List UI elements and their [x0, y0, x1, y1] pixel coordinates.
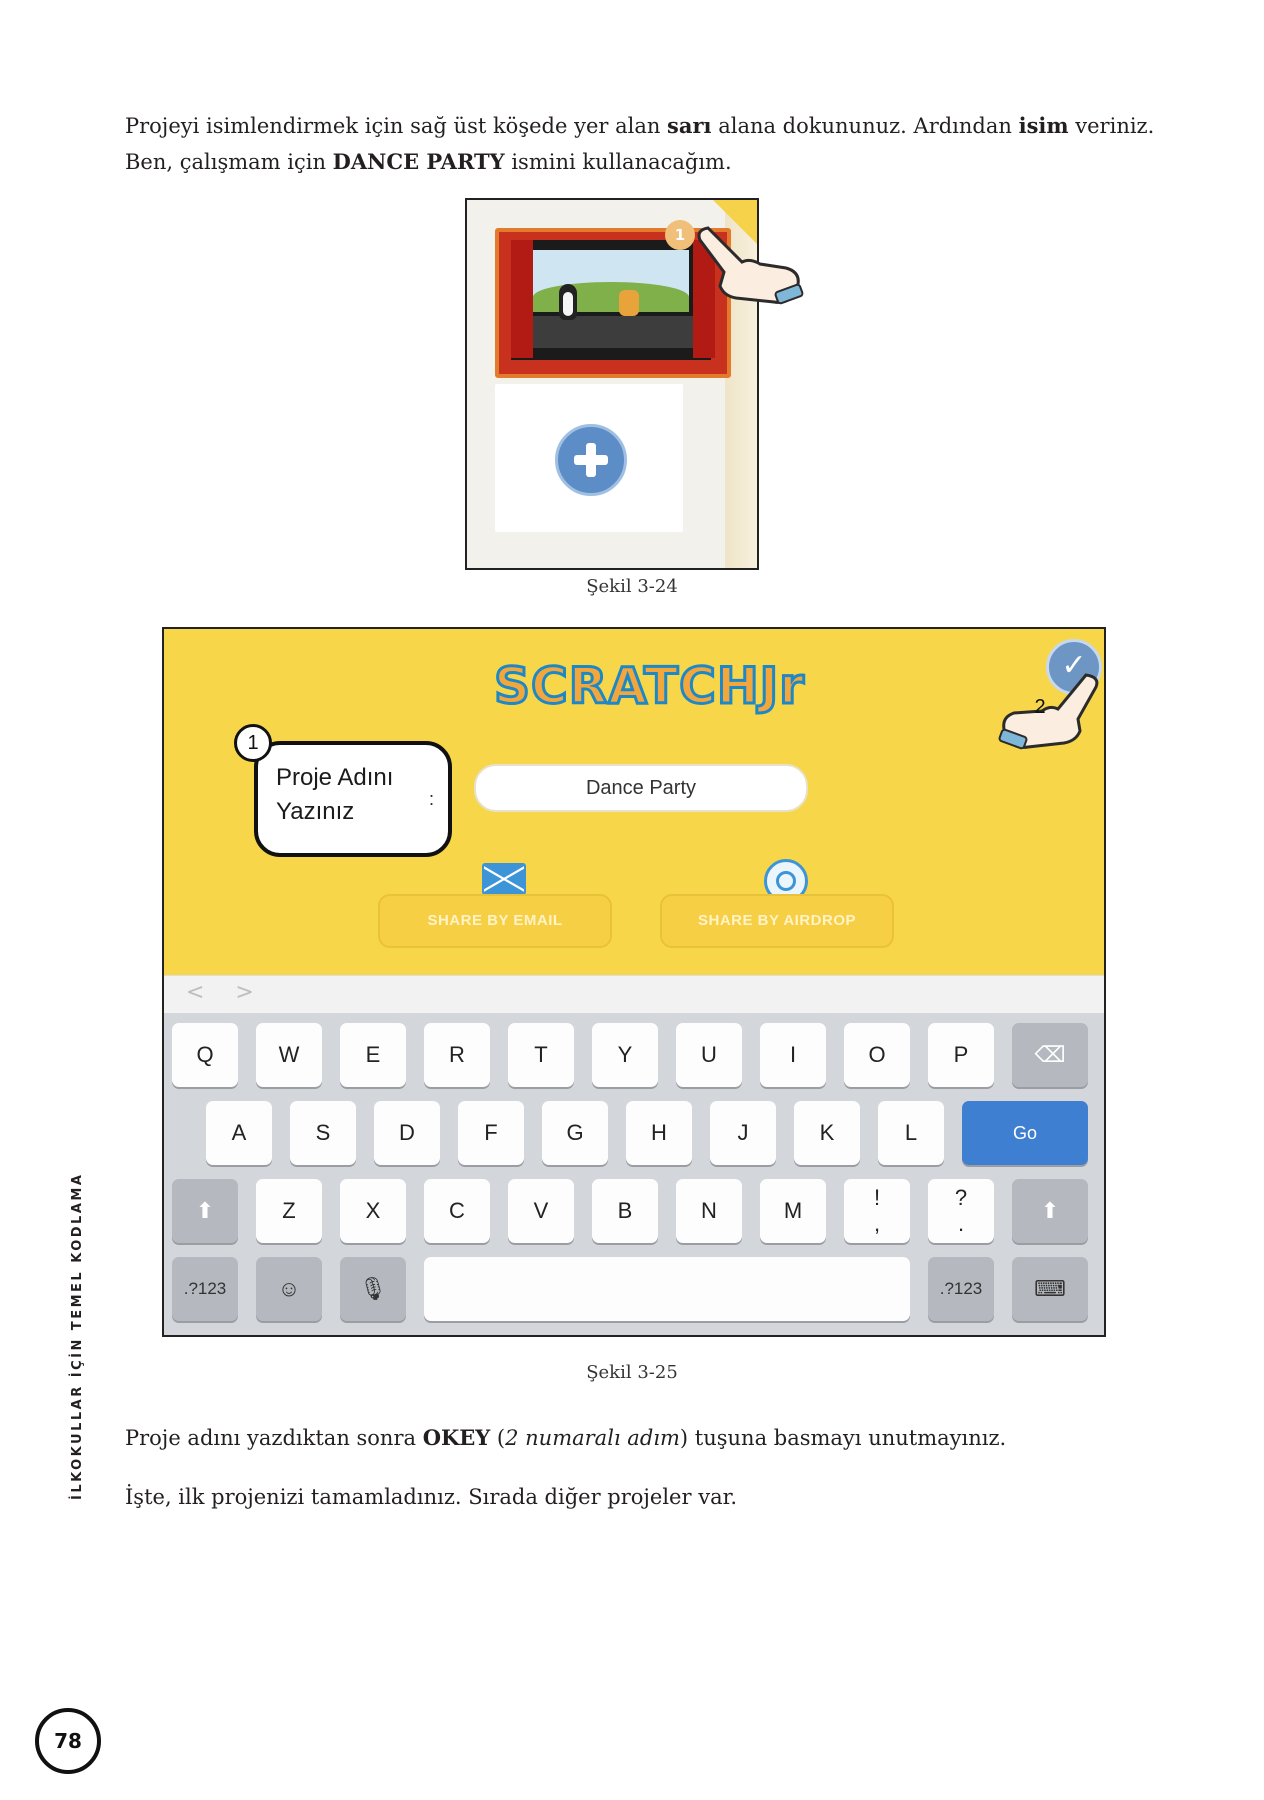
text-run: (	[490, 1426, 506, 1450]
step-2-label: 2	[1034, 696, 1046, 718]
key-v[interactable]: V	[508, 1179, 574, 1243]
key-j[interactable]: J	[710, 1101, 776, 1165]
key-w[interactable]: W	[256, 1023, 322, 1087]
project-name-input[interactable]: Dance Party	[474, 764, 808, 812]
text-run: Projeyi isimlendirmek için sağ üst köşede yer alan	[125, 114, 668, 138]
stage-floor	[523, 316, 699, 348]
emoji-icon[interactable]: ☺	[256, 1257, 322, 1321]
key-z[interactable]: Z	[256, 1179, 322, 1243]
key-b[interactable]: B	[592, 1179, 658, 1243]
text-run: Proje adını yazdıktan sonra	[125, 1426, 423, 1450]
step-1-circle: 1	[234, 724, 272, 762]
bubble-line: Yazınız	[276, 798, 355, 825]
new-project-card[interactable]	[495, 384, 683, 532]
closing-paragraph: İşte, ilk projenizi tamamladınız. Sırada diğer projeler var.	[125, 1485, 737, 1509]
key-l[interactable]: L	[878, 1101, 944, 1165]
page-number: 78	[35, 1708, 101, 1774]
onscreen-keyboard	[164, 1013, 1104, 1335]
key-d[interactable]: D	[374, 1101, 440, 1165]
key-h[interactable]: H	[626, 1101, 692, 1165]
plus-icon[interactable]	[555, 424, 627, 496]
numbers-key-left[interactable]: .?123	[172, 1257, 238, 1321]
text-run: ) tuşuna basmayı unutmayınız.	[679, 1426, 1007, 1450]
key-m[interactable]: M	[760, 1179, 826, 1243]
go-key[interactable]: Go	[962, 1101, 1088, 1165]
bold-dance-party: DANCE PARTY	[332, 149, 505, 174]
check-icon[interactable]: ✓	[1046, 639, 1102, 695]
step-badge: 1	[665, 220, 695, 250]
bubble-text	[276, 761, 426, 829]
stage-hill	[533, 282, 689, 312]
key-exclaim-comma[interactable]: ! ,	[844, 1179, 910, 1243]
cat-sprite	[619, 290, 639, 316]
figure2-caption: Şekil 3-25	[586, 1362, 678, 1383]
key-p[interactable]: P	[928, 1023, 994, 1087]
keyboard-hide-icon[interactable]: ⌨	[1012, 1257, 1088, 1321]
bold-isim: isim	[1018, 113, 1069, 138]
bubble-line: Proje Adını	[276, 764, 394, 791]
penguin-sprite	[559, 284, 577, 320]
key-y[interactable]: Y	[592, 1023, 658, 1087]
reminder-paragraph	[125, 1420, 1165, 1456]
key-f[interactable]: F	[458, 1101, 524, 1165]
key-n[interactable]: N	[676, 1179, 742, 1243]
key-r[interactable]: R	[424, 1023, 490, 1087]
figure1-caption: Şekil 3-24	[586, 576, 678, 597]
key-u[interactable]: U	[676, 1023, 742, 1087]
speech-bubble	[254, 741, 452, 857]
key-question-period[interactable]: ? .	[928, 1179, 994, 1243]
key-a[interactable]: A	[206, 1101, 272, 1165]
key-s[interactable]: S	[290, 1101, 356, 1165]
key-x[interactable]: X	[340, 1179, 406, 1243]
key-c[interactable]: C	[424, 1179, 490, 1243]
key-g[interactable]: G	[542, 1101, 608, 1165]
share-email-button[interactable]: SHARE BY EMAIL	[378, 894, 612, 948]
bold-okey: OKEY	[422, 1425, 491, 1450]
text-run: alana dokununuz. Ardından	[711, 114, 1019, 138]
text-run: veriniz. Ben, çalışmam için	[125, 114, 1155, 174]
key-k[interactable]: K	[794, 1101, 860, 1165]
hand-pointer-icon	[690, 218, 810, 308]
shift-right-icon[interactable]: ⬆	[1012, 1179, 1088, 1243]
backspace-icon[interactable]: ⌫	[1012, 1023, 1088, 1087]
keyboard-nav-bar	[164, 975, 1104, 1014]
book-title-vertical: İLKOKULLAR İÇİN TEMEL KODLAMA	[70, 1172, 85, 1500]
space-bar[interactable]	[424, 1257, 910, 1321]
key-e[interactable]: E	[340, 1023, 406, 1087]
microphone-icon[interactable]: 🎙	[340, 1257, 406, 1321]
mail-icon	[482, 863, 526, 895]
share-airdrop-button[interactable]: SHARE BY AIRDROP	[660, 894, 894, 948]
italic-step: 2 numaralı adım	[505, 1426, 680, 1450]
figure-scratchjr-share	[162, 627, 1106, 1337]
nav-arrows[interactable]: < >	[186, 980, 266, 1005]
scratchjr-logo: SCRATCHJr	[494, 657, 805, 715]
curtain-left	[511, 240, 533, 358]
text-run: ismini kullanacağım.	[504, 150, 732, 174]
shift-left-icon[interactable]: ⬆	[172, 1179, 238, 1243]
key-i[interactable]: I	[760, 1023, 826, 1087]
key-t[interactable]: T	[508, 1023, 574, 1087]
bold-sari: sarı	[667, 113, 712, 138]
key-q[interactable]: Q	[172, 1023, 238, 1087]
key-o[interactable]: O	[844, 1023, 910, 1087]
bubble-colon: :	[428, 789, 434, 809]
numbers-key-right[interactable]: .?123	[928, 1257, 994, 1321]
intro-paragraph	[125, 108, 1165, 180]
